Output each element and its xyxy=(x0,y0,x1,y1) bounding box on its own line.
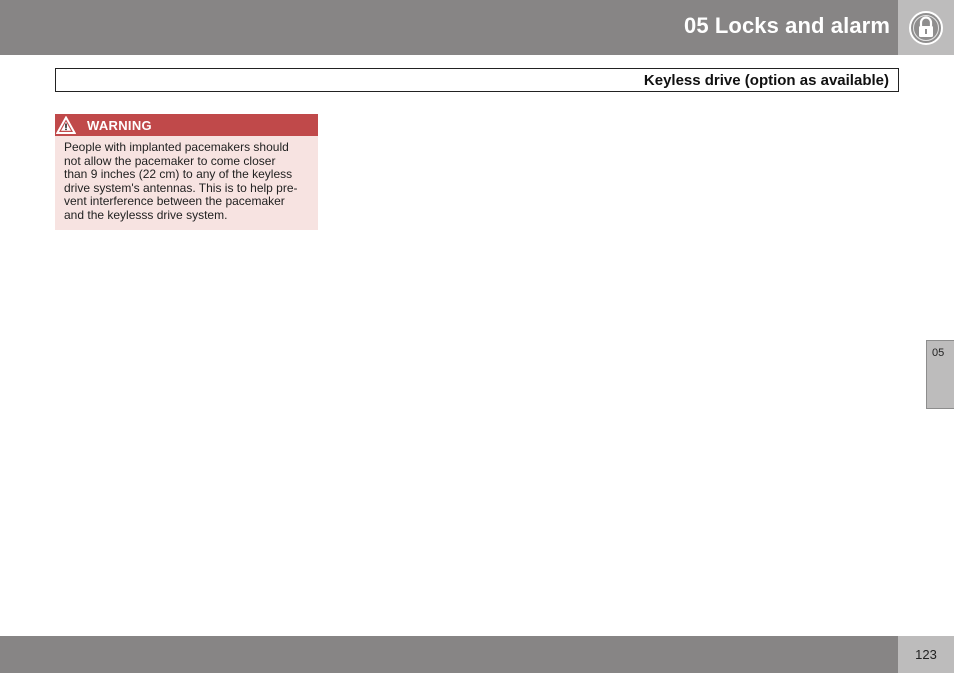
page-number: 123 xyxy=(915,647,937,662)
warning-text-line: and the keylesss drive system. xyxy=(64,207,228,222)
page-number-tile xyxy=(898,636,954,673)
warning-text-line: not allow the pacemaker to come closer xyxy=(64,153,276,168)
warning-label: WARNING xyxy=(87,118,152,133)
footer-bar xyxy=(0,636,898,673)
section-header xyxy=(55,68,899,92)
chapter-side-tab[interactable] xyxy=(926,340,954,409)
warning-text-line: vent interference between the pacemaker xyxy=(64,194,285,209)
section-title: Keyless drive (option as available) xyxy=(643,72,889,89)
chapter-header-bar xyxy=(0,0,898,55)
warning-box xyxy=(55,114,318,230)
warning-text-line: than 9 inches (22 cm) to any of the keyless xyxy=(64,167,293,182)
warning-triangle-icon xyxy=(55,114,77,136)
warning-text-line: drive system's antennas. This is to help pre- xyxy=(64,180,298,195)
warning-header xyxy=(55,114,318,136)
warning-text-line: People with implanted pacemakers should xyxy=(64,140,289,154)
warning-text xyxy=(64,141,311,223)
side-tab-label: 05 xyxy=(932,347,945,359)
chapter-title: 05 Locks and alarm xyxy=(683,13,890,38)
padlock-icon xyxy=(908,10,944,46)
chapter-icon-tile xyxy=(898,0,954,55)
